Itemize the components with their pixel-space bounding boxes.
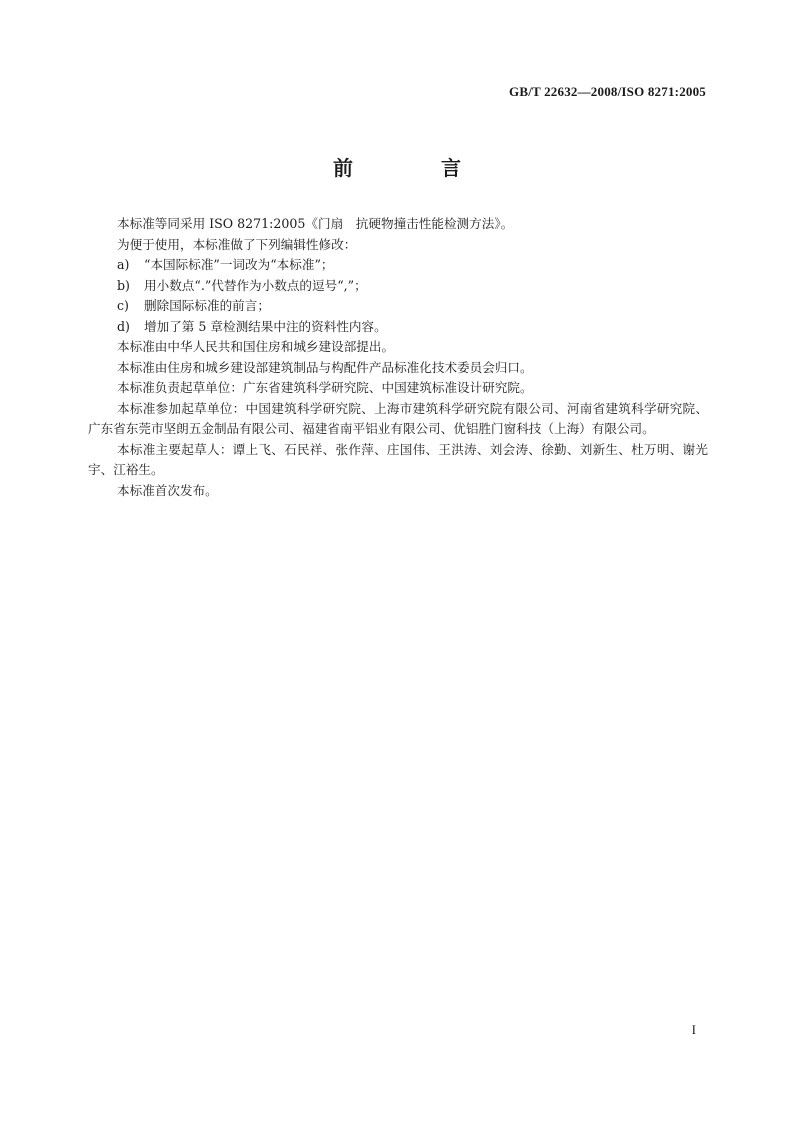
- list-item-text: 删除国际标准的前言；: [144, 298, 270, 313]
- standard-code: GB/T 22632—2008/ISO 8271:2005: [509, 84, 706, 99]
- paragraph-participating-drafters: 本标准参加起草单位：中国建筑科学研究院、上海市建筑科学研究院有限公司、河南省建筑科学研究院、广东省东莞市坚朗五金制品有限公司、福建省南平铝业有限公司、优铝胜门窗科技（上海）有限公司。: [88, 400, 708, 436]
- list-item-label: b): [117, 277, 130, 293]
- paragraph-technical-committee: 本标准由住房和城乡建设部建筑制品与构配件产品标准化技术委员会归口。: [117, 359, 533, 375]
- list-item-text: “本国际标准”一词改为“本标准”；: [144, 257, 334, 272]
- list-item: [88, 317, 708, 338]
- paragraph-first-release: 本标准首次发布。: [117, 482, 218, 498]
- list-item-label: c): [117, 298, 129, 313]
- list-item-text: 用小数点“.”代替作为小数点的逗号“,”；: [144, 277, 367, 293]
- list-item: [88, 255, 708, 276]
- paragraph-modifications-intro: 为便于使用，本标准做了下列编辑性修改：: [117, 236, 357, 252]
- paragraph-main-drafters: 本标准主要起草人：谭上飞、石民祥、张作萍、庄国伟、王洪涛、刘会涛、徐勤、刘新生、杜万明、谢光宇、江裕生。: [88, 441, 708, 477]
- list-item-text: 增加了第 5 章检测结果中注的资料性内容。: [144, 318, 387, 334]
- page-number: I: [691, 1022, 696, 1037]
- page-title: 前 言: [333, 156, 495, 180]
- list-item: [88, 296, 708, 317]
- paragraph-proposer: 本标准由中华人民共和国住房和城乡建设部提出。: [117, 339, 395, 354]
- list-item-label: d): [117, 318, 130, 334]
- list-item-label: a): [117, 257, 130, 272]
- paragraph-lead-drafters: 本标准负责起草单位：广东省建筑科学研究院、中国建筑标准设计研究院。: [117, 380, 533, 395]
- list-item: [88, 276, 708, 297]
- foreword-body: [88, 214, 708, 501]
- paragraph-adoption: 本标准等同采用 ISO 8271:2005《门扇 抗硬物撞击性能检测方法》。: [117, 216, 514, 231]
